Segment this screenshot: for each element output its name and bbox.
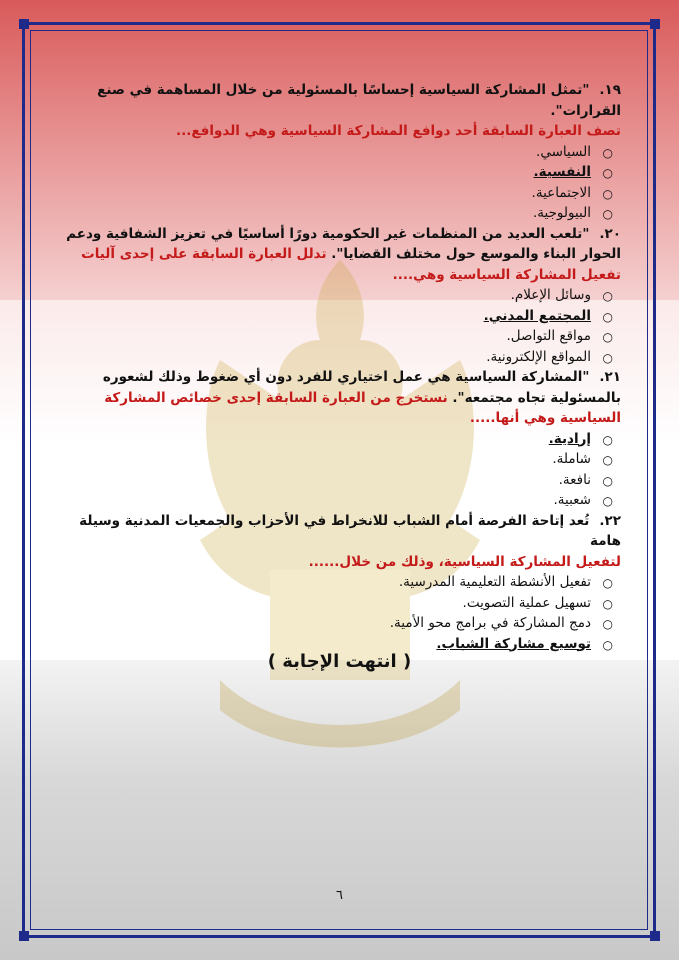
circle-bullet-icon: ○: [602, 596, 613, 611]
question-number: ٢٠.: [599, 225, 621, 242]
frame-corner: [19, 19, 29, 29]
option-item[interactable]: ○ البيولوجية.: [52, 203, 591, 224]
option-item[interactable]: ○ المواقع الإلكترونية.: [52, 347, 591, 368]
option-item-correct[interactable]: ○ إرادية.: [52, 429, 591, 450]
question-number: ١٩.: [599, 82, 621, 98]
options-list: [52, 572, 621, 654]
frame-corner: [650, 931, 660, 941]
question-prompt: تدلل العبارة السابقة على إحدى آليات تفعيل المشاركة السياسية وهي....: [81, 246, 621, 283]
end-of-answers: ( انتهت الإجابة ): [267, 651, 412, 672]
circle-bullet-icon: ○: [602, 309, 613, 324]
question-text: "المشاركة السياسية هي عمل اختياري للفرد دون أي ضغوط وذلك لشعوره بالمسئولية تجاه مجتمعه".: [102, 369, 621, 406]
option-item[interactable]: ○ شاملة.: [52, 449, 591, 470]
frame-corner: [19, 931, 29, 941]
option-item[interactable]: ○ تسهيل عملية التصويت.: [52, 593, 591, 614]
question-22: [52, 511, 621, 655]
options-list: [52, 285, 621, 367]
question-21: [52, 367, 621, 511]
options-list: [52, 429, 621, 511]
circle-bullet-icon: ○: [602, 576, 613, 590]
question-text: تُعد إتاحة الفرصة أمام الشباب للانخراط في الأحزاب والجمعيات المدنية وسيلة هامة: [79, 512, 621, 549]
option-item[interactable]: ○ شعبية.: [52, 490, 591, 511]
circle-bullet-icon: ○: [602, 145, 613, 160]
circle-bullet-icon: ○: [602, 330, 613, 344]
circle-bullet-icon: ○: [602, 637, 613, 652]
circle-bullet-icon: ○: [602, 350, 613, 365]
option-item-correct[interactable]: ○ النفسية.: [52, 162, 591, 183]
circle-bullet-icon: ○: [602, 494, 613, 508]
question-number: ٢٢.: [599, 512, 621, 529]
option-item[interactable]: ○ دمج المشاركة في برامج محو الأمية.: [52, 613, 591, 634]
option-item[interactable]: ○ تفعيل الأنشطة التعليمية المدرسية.: [52, 572, 591, 593]
question-number: ٢١.: [599, 369, 621, 385]
circle-bullet-icon: ○: [602, 453, 613, 467]
frame-corner: [650, 19, 660, 29]
option-item-correct[interactable]: ○ توسيع مشاركة الشباب.: [52, 634, 591, 655]
circle-bullet-icon: ○: [602, 186, 613, 201]
circle-bullet-icon: ○: [602, 473, 613, 488]
circle-bullet-icon: ○: [602, 617, 613, 631]
circle-bullet-icon: ○: [602, 289, 613, 303]
question-prompt: نستخرج من العبارة السابقة إحدى خصائص المشاركة السياسية وهي أنها.....: [104, 389, 621, 426]
circle-bullet-icon: ○: [602, 432, 613, 447]
question-text: "تمثل المشاركة السياسية إحساسًا بالمسئولية من خلال المساهمة في صنع القرارات".: [97, 82, 621, 119]
option-item[interactable]: ○ مواقع التواصل.: [52, 326, 591, 347]
question-19: [52, 80, 621, 224]
circle-bullet-icon: ○: [602, 207, 613, 221]
question-text: "تلعب العديد من المنظمات غير الحكومية دورًا أساسيًا في تعزيز الشفافية ودعم الحوار البناء والموسع حول مختلف القضايا".: [66, 225, 621, 262]
option-item[interactable]: ○ السياسي.: [52, 142, 591, 163]
option-item[interactable]: ○ وسائل الإعلام.: [52, 285, 591, 306]
option-item[interactable]: ○ نافعة.: [52, 470, 591, 491]
option-item-correct[interactable]: ○ المجتمع المدني.: [52, 306, 591, 327]
option-item[interactable]: ○ الاجتماعية.: [52, 183, 591, 204]
question-prompt: لتفعيل المشاركة السياسية، وذلك من خلال......: [308, 553, 621, 570]
question-prompt: تصف العبارة السابقة أحد دوافع المشاركة السياسية وهي الدوافع...: [175, 123, 621, 139]
options-list: [52, 142, 621, 224]
circle-bullet-icon: ○: [602, 166, 613, 180]
page-number: ٦: [336, 888, 343, 903]
question-20: [52, 224, 621, 368]
questions-content: [52, 80, 621, 654]
